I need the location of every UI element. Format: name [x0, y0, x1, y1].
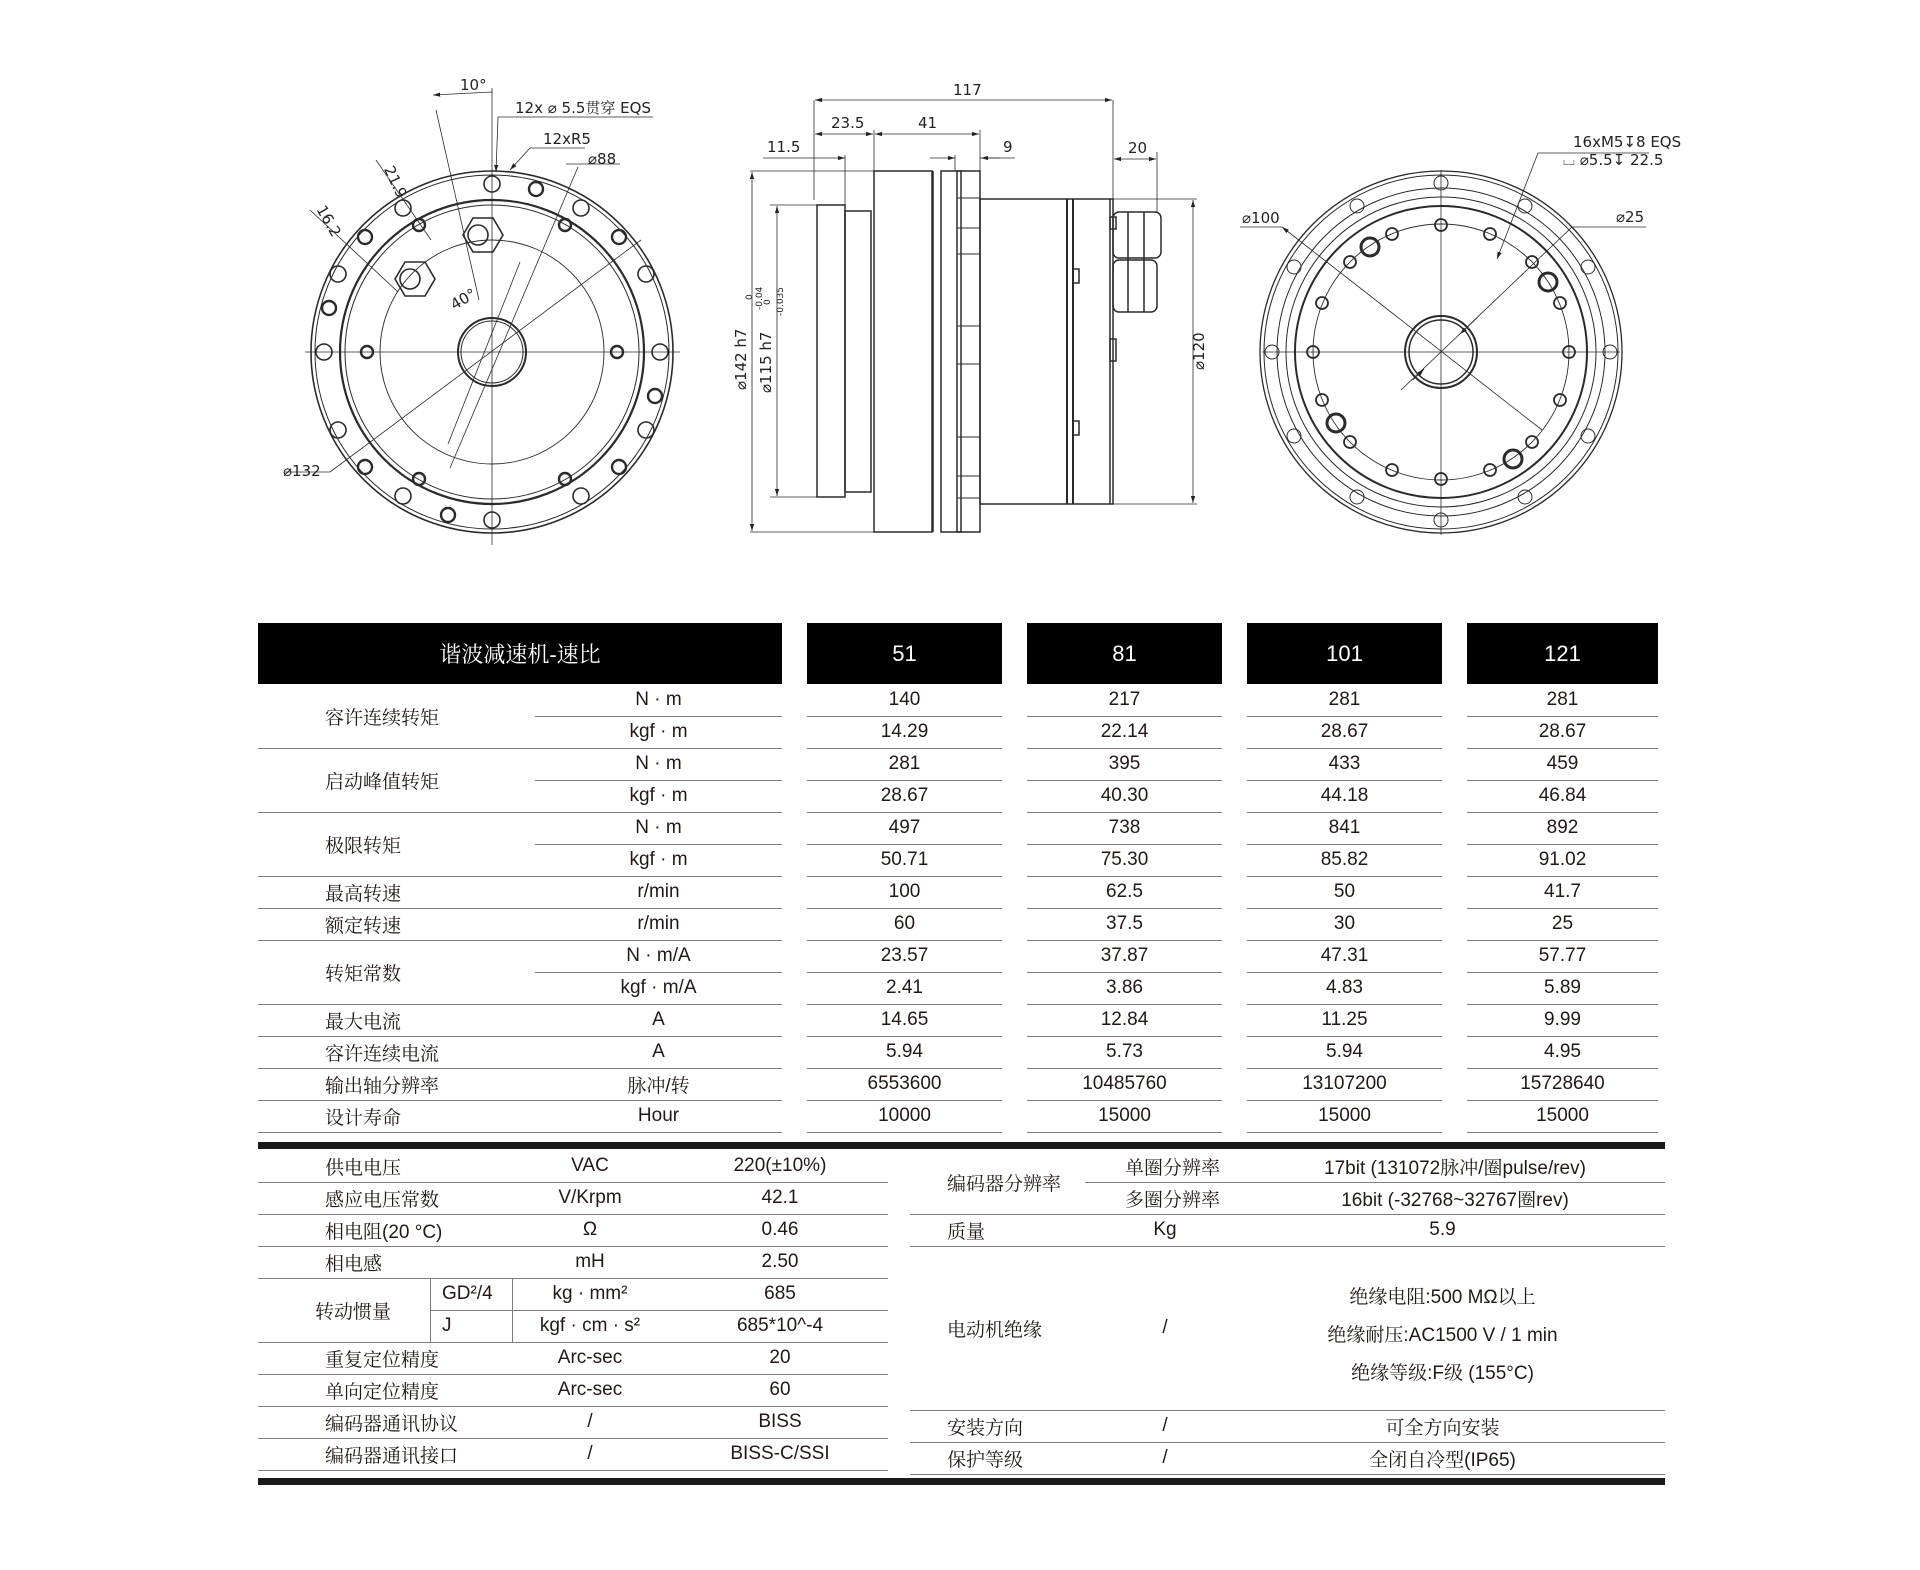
svg-text:20: 20: [1128, 139, 1148, 157]
svg-text:-0.04: -0.04: [755, 286, 765, 310]
row-value: 9.99: [1544, 1009, 1581, 1030]
svg-text:41: 41: [918, 114, 938, 132]
row-unit: Ω: [582, 1219, 598, 1240]
row-unit: Hour: [637, 1105, 680, 1126]
row-label: 转动惯量: [314, 1301, 391, 1323]
row-unit: /: [587, 1443, 593, 1464]
row-unit: kgf · m: [629, 721, 688, 742]
svg-text:11.5: 11.5: [767, 138, 801, 156]
row-label: 容许连续转矩: [325, 707, 440, 729]
row-value: 23.57: [880, 945, 929, 966]
row-value: 5.89: [1544, 977, 1581, 998]
column-divider: [512, 1278, 513, 1342]
row-unit: kgf · m: [629, 785, 688, 806]
row-value: 14.29: [880, 721, 929, 742]
row-unit: Arc-sec: [557, 1379, 623, 1400]
row-unit: N · m: [635, 753, 682, 774]
row-value: 15000: [1318, 1105, 1371, 1126]
row-value: 395: [1108, 753, 1141, 774]
row-value: 459: [1546, 753, 1579, 774]
protection-value: 全闭自冷型(IP65): [1369, 1449, 1516, 1471]
row-value: 10000: [878, 1105, 931, 1126]
row-value: 100: [888, 881, 921, 902]
svg-text:0: 0: [745, 294, 755, 300]
row-value: 60: [769, 1379, 791, 1400]
row-label: 单向定位精度: [325, 1381, 440, 1403]
mass-unit: Kg: [1153, 1219, 1177, 1240]
row-label: 转矩常数: [325, 963, 402, 985]
row-value: 42.1: [761, 1187, 799, 1208]
protection-label: 保护等级: [947, 1449, 1024, 1471]
row-value: 10485760: [1082, 1073, 1167, 1094]
row-value: 60: [893, 913, 916, 934]
technical-drawings: [0, 0, 1920, 580]
row-unit: kg · mm²: [552, 1283, 628, 1304]
svg-text:⌀132: ⌀132: [283, 462, 321, 480]
row-value: 892: [1546, 817, 1579, 838]
mounting-label: 安装方向: [947, 1417, 1024, 1439]
row-value: 15000: [1536, 1105, 1589, 1126]
row-value: 50.71: [880, 849, 929, 870]
side-view-drawing: [750, 100, 1197, 532]
protection-unit: /: [1162, 1447, 1168, 1468]
row-value: 6553600: [867, 1073, 942, 1094]
row-label: 感应电压常数: [325, 1189, 440, 1211]
row-value: 4.95: [1544, 1041, 1581, 1062]
row-unit: kgf · m/A: [620, 977, 697, 998]
svg-text:16xM5↧8 EQS: 16xM5↧8 EQS: [1573, 133, 1682, 151]
row-divider: [807, 1132, 1002, 1133]
svg-text:0: 0: [763, 299, 773, 305]
column-divider: [430, 1278, 431, 1342]
svg-text:⌀115 h7: ⌀115 h7: [757, 331, 775, 393]
svg-text:⌀100: ⌀100: [1242, 209, 1280, 227]
row-value: 2.50: [761, 1251, 799, 1272]
row-divider: [258, 1470, 888, 1471]
row-value: 0.46: [761, 1219, 799, 1240]
row-value: 281: [1546, 689, 1579, 710]
svg-text:⌴ ⌀5.5↧ 22.5: ⌴ ⌀5.5↧ 22.5: [1563, 151, 1664, 169]
row-label: 输出轴分辨率: [325, 1075, 440, 1097]
row-divider: [1027, 1132, 1222, 1133]
insulation-resistance: 绝缘电阻:500 MΩ以上: [1349, 1286, 1536, 1308]
row-unit: /: [587, 1411, 593, 1432]
svg-text:21.9: 21.9: [380, 163, 411, 201]
row-label: 最高转速: [325, 883, 402, 905]
row-value: 46.84: [1538, 785, 1587, 806]
row-unit: mH: [575, 1251, 605, 1272]
row-label: 相电阻(20 °C): [325, 1221, 443, 1243]
mass-value: 5.9: [1429, 1219, 1456, 1240]
row-value: 37.87: [1100, 945, 1149, 966]
row-value: 685*10^-4: [736, 1315, 824, 1336]
multi-turn-value: 16bit (-32768~32767圈rev): [1341, 1189, 1569, 1211]
row-value: 497: [888, 817, 921, 838]
row-label: 启动峰值转矩: [325, 771, 440, 793]
bottom-divider: [258, 1478, 1665, 1485]
row-unit: 脉冲/转: [627, 1075, 690, 1097]
row-unit: kgf · cm · s²: [539, 1315, 641, 1336]
row-value: 22.14: [1100, 721, 1149, 742]
rear-view-labels: [1242, 133, 1681, 227]
insulation-class: 绝缘等级:F级 (155°C): [1351, 1362, 1534, 1384]
row-value: 37.5: [1106, 913, 1143, 934]
single-turn-value: 17bit (131072脉冲/圈pulse/rev): [1324, 1157, 1586, 1179]
row-value: 40.30: [1100, 785, 1149, 806]
row-unit: VAC: [571, 1155, 609, 1176]
svg-text:9: 9: [1003, 138, 1013, 156]
front-view-labels: [283, 76, 651, 480]
row-unit: r/min: [637, 881, 680, 902]
front-view-drawing: [284, 88, 680, 545]
row-divider: [1467, 1132, 1658, 1133]
row-label: 额定转速: [325, 915, 402, 937]
side-view-labels: [732, 81, 1208, 393]
row-value: 30: [1333, 913, 1356, 934]
row-value: 15728640: [1520, 1073, 1605, 1094]
row-label: 极限转矩: [325, 835, 402, 857]
row-value: 738: [1108, 817, 1141, 838]
encoder-resolution-label: 编码器分辨率: [947, 1173, 1062, 1195]
row-value: 5.94: [1326, 1041, 1363, 1062]
row-unit: N · m/A: [626, 945, 691, 966]
row-divider: [258, 1132, 782, 1133]
row-value: 4.83: [1326, 977, 1363, 998]
row-unit: kgf · m: [629, 849, 688, 870]
row-value: 14.65: [880, 1009, 929, 1030]
row-value: 91.02: [1538, 849, 1587, 870]
row-value: 62.5: [1106, 881, 1143, 902]
row-label: 相电感: [325, 1253, 383, 1275]
row-value: 28.67: [880, 785, 929, 806]
row-value: BISS: [758, 1411, 802, 1432]
row-unit: V/Krpm: [558, 1187, 622, 1208]
row-label: 重复定位精度: [325, 1349, 440, 1371]
svg-text:10°: 10°: [460, 76, 487, 94]
row-value: 85.82: [1320, 849, 1369, 870]
svg-text:16.2: 16.2: [312, 202, 345, 241]
row-label: 最大电流: [325, 1011, 402, 1033]
row-sub-label: GD²/4: [442, 1283, 493, 1304]
row-value: 57.77: [1538, 945, 1587, 966]
row-unit: A: [652, 1041, 665, 1062]
mounting-unit: /: [1162, 1415, 1168, 1436]
svg-text:12x ⌀ 5.5贯穿 EQS: 12x ⌀ 5.5贯穿 EQS: [515, 99, 651, 117]
svg-text:⌀88: ⌀88: [588, 150, 617, 168]
spec-table-header-label: 谐波减速机-速比: [258, 623, 782, 684]
row-value: 28.67: [1538, 721, 1587, 742]
row-label: 编码器通讯接口: [325, 1445, 459, 1467]
row-value: 44.18: [1320, 785, 1369, 806]
row-value: 220(±10%): [733, 1155, 827, 1176]
row-value: 25: [1551, 913, 1574, 934]
svg-text:⌀120: ⌀120: [1190, 332, 1208, 370]
row-value: 281: [1328, 689, 1361, 710]
table-divider: [258, 1142, 1665, 1149]
row-value: 15000: [1098, 1105, 1151, 1126]
row-value: 41.7: [1544, 881, 1581, 902]
svg-text:23.5: 23.5: [831, 114, 865, 132]
row-value: 13107200: [1302, 1073, 1387, 1094]
row-value: 47.31: [1320, 945, 1369, 966]
row-value: 5.94: [886, 1041, 923, 1062]
row-value: 11.25: [1321, 1009, 1368, 1030]
row-value: 12.84: [1100, 1009, 1149, 1030]
row-value: 841: [1328, 817, 1361, 838]
ratio-header-121: 121: [1467, 623, 1658, 684]
ratio-header-51: 51: [807, 623, 1002, 684]
row-value: 2.41: [886, 977, 923, 998]
row-value: 28.67: [1320, 721, 1369, 742]
row-value: 20: [769, 1347, 791, 1368]
row-value: 433: [1328, 753, 1361, 774]
row-value: 217: [1108, 689, 1141, 710]
row-label: 容许连续电流: [325, 1043, 440, 1065]
insulation-unit: /: [1162, 1317, 1168, 1338]
multi-turn-label: 多圈分辨率: [1124, 1189, 1220, 1211]
row-unit: N · m: [635, 689, 682, 710]
svg-text:12xR5: 12xR5: [543, 130, 591, 148]
row-value: 3.86: [1106, 977, 1143, 998]
row-value: 75.30: [1100, 849, 1149, 870]
single-turn-label: 单圈分辨率: [1124, 1157, 1220, 1179]
insulation-withstand-voltage: 绝缘耐压:AC1500 V / 1 min: [1327, 1324, 1558, 1346]
row-value: 281: [888, 753, 921, 774]
row-value: 685: [764, 1283, 796, 1304]
row-label: 供电电压: [325, 1157, 402, 1179]
ratio-header-81: 81: [1027, 623, 1222, 684]
row-label: 设计寿命: [325, 1107, 402, 1129]
svg-text:⌀142 h7: ⌀142 h7: [732, 328, 750, 390]
svg-text:117: 117: [953, 81, 982, 99]
row-value: 5.73: [1106, 1041, 1143, 1062]
svg-text:⌀25: ⌀25: [1616, 208, 1645, 226]
row-unit: N · m: [635, 817, 682, 838]
row-divider: [910, 1474, 1665, 1475]
rear-view-drawing: [1240, 153, 1649, 535]
ratio-header-101: 101: [1247, 623, 1442, 684]
row-value: BISS-C/SSI: [730, 1443, 830, 1464]
row-unit: Arc-sec: [557, 1347, 623, 1368]
mounting-value: 可全方向安装: [1385, 1417, 1500, 1439]
row-divider: [1247, 1132, 1442, 1133]
mass-label: 质量: [947, 1221, 986, 1243]
row-unit: r/min: [637, 913, 680, 934]
svg-text:-0.035: -0.035: [776, 286, 786, 316]
row-label: 编码器通讯协议: [325, 1413, 459, 1435]
row-unit: A: [652, 1009, 665, 1030]
row-value: 50: [1333, 881, 1356, 902]
row-value: 140: [888, 689, 921, 710]
insulation-label: 电动机绝缘: [947, 1319, 1043, 1341]
row-sub-label: J: [442, 1315, 452, 1336]
svg-text:40°: 40°: [447, 284, 480, 314]
